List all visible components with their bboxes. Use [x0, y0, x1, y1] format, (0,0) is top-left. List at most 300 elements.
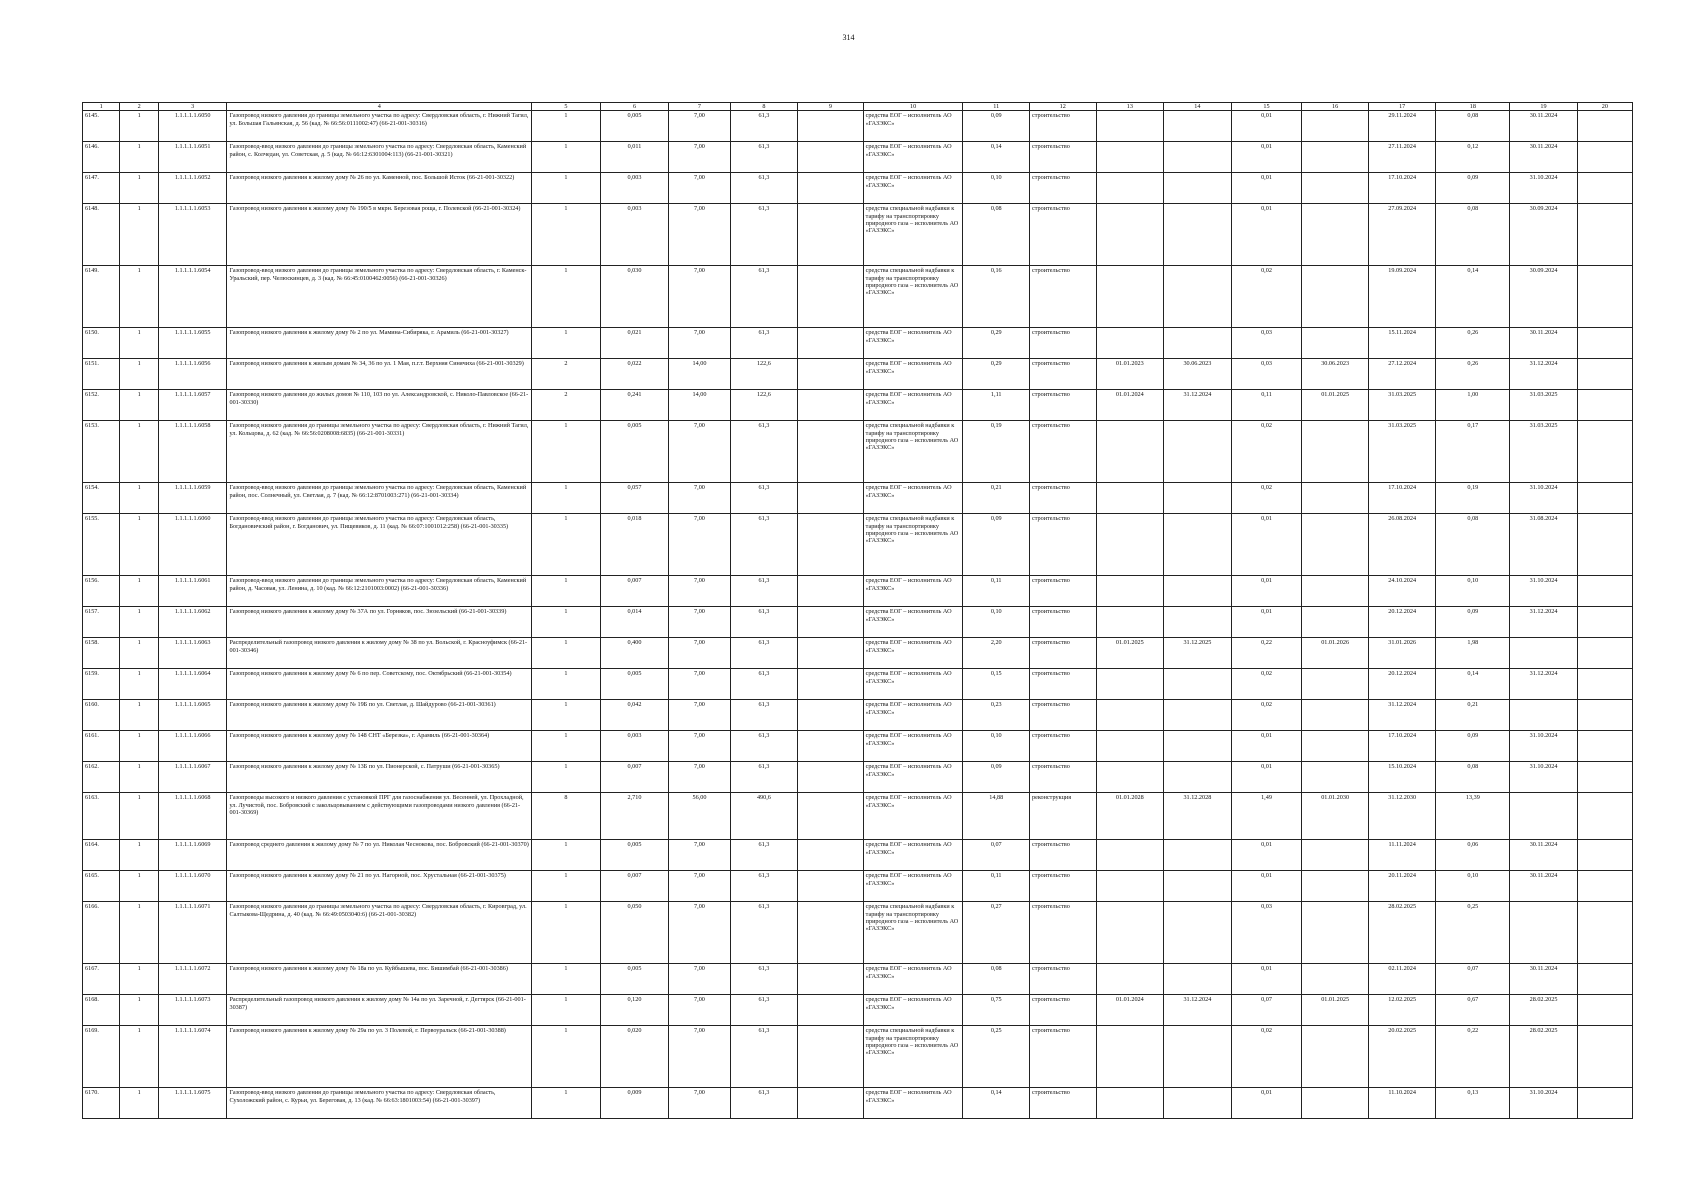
cell-col-2: 1 — [120, 871, 158, 902]
cell-code: 1.1.1.1.1.6050 — [158, 111, 227, 142]
cell-start-date — [1096, 762, 1164, 793]
cell-commission-date: 31.03.2025 — [1368, 390, 1436, 421]
cell-cost: 0,08 — [963, 204, 1030, 266]
cell-end-date — [1164, 204, 1232, 266]
cell-row-number: 6156. — [83, 576, 120, 607]
cell-start-date — [1096, 204, 1164, 266]
cell-col-19 — [1510, 700, 1578, 731]
cell-col-20 — [1577, 1088, 1632, 1119]
cell-col-16 — [1302, 700, 1369, 731]
column-header: 16 — [1302, 103, 1369, 111]
cell-length: 0,007 — [600, 871, 669, 902]
column-header: 1 — [83, 103, 120, 111]
cell-object-name: Распределительный газопровод низкого давления к жилому дому № 14а по ул. Заречной, г. Дегтярск (66-21-001-30387) — [227, 995, 532, 1026]
table-row — [83, 359, 1633, 390]
cell-work-type: строительство — [1030, 669, 1097, 700]
cell-cost: 0,11 — [963, 871, 1030, 902]
column-header: 6 — [600, 103, 669, 111]
cell-col-15: 0,01 — [1231, 111, 1302, 142]
column-header: 13 — [1096, 103, 1164, 111]
cell-end-date — [1164, 1026, 1232, 1088]
cell-col-18: 0,08 — [1436, 111, 1510, 142]
cell-work-type: строительство — [1030, 902, 1097, 964]
cell-col-2: 1 — [120, 840, 158, 871]
table-row — [83, 266, 1633, 328]
cell-code: 1.1.1.1.1.6069 — [158, 840, 227, 871]
cell-col-2: 1 — [120, 902, 158, 964]
cell-col-9 — [798, 762, 863, 793]
cell-length: 0,003 — [600, 731, 669, 762]
cell-col-8: 61,3 — [730, 483, 798, 514]
cell-col-16 — [1302, 840, 1369, 871]
cell-col-19: 31.03.2025 — [1510, 421, 1578, 483]
cell-col-16: 01.01.2025 — [1302, 390, 1369, 421]
cell-col-16 — [1302, 576, 1369, 607]
cell-row-number: 6155. — [83, 514, 120, 576]
cell-commission-date: 31.12.2030 — [1368, 793, 1436, 840]
cell-length: 0,120 — [600, 995, 669, 1026]
cell-object-name: Газопровод-ввод низкого давления до границы земельного участка по адресу: Свердловская область, Каменский район, д. Часовая, ул. Ленина, д. 10 (кад. № 66:12:2101003:0002) (66-21-001-30336) — [227, 576, 532, 607]
cell-work-type: строительство — [1030, 871, 1097, 902]
cell-col-20 — [1577, 607, 1632, 638]
cell-funding-source: средства ЕОГ – исполнитель АО «ГАЗЭКС» — [863, 840, 963, 871]
cell-length: 0,003 — [600, 173, 669, 204]
cell-start-date — [1096, 514, 1164, 576]
cell-col-7: 7,00 — [669, 964, 730, 995]
cell-col-5: 1 — [532, 142, 601, 173]
cell-col-18: 0,08 — [1436, 762, 1510, 793]
cell-end-date — [1164, 576, 1232, 607]
cell-col-8: 61,3 — [730, 607, 798, 638]
cell-cost: 0,10 — [963, 607, 1030, 638]
cell-col-20 — [1577, 359, 1632, 390]
cell-funding-source: средства ЕОГ – исполнитель АО «ГАЗЭКС» — [863, 328, 963, 359]
cell-end-date — [1164, 111, 1232, 142]
cell-start-date — [1096, 902, 1164, 964]
cell-start-date — [1096, 607, 1164, 638]
cell-object-name: Газопровод низкого давления к жилому дому № 19Б по ул. Светлая, д. Шайдурово (66-21-001-30361) — [227, 700, 532, 731]
cell-col-7: 56,00 — [669, 793, 730, 840]
cell-code: 1.1.1.1.1.6053 — [158, 204, 227, 266]
cell-object-name: Газопровод низкого давления до границы земельного участка по адресу: Свердловская область, г. Нижний Тагил, ул. Кольцова, д. 62 (кад. № 66:56:0208008:6835) (66-21-001-30331) — [227, 421, 532, 483]
cell-col-15: 0,02 — [1231, 1026, 1302, 1088]
cell-end-date — [1164, 871, 1232, 902]
table-row — [83, 762, 1633, 793]
cell-funding-source: средства ЕОГ – исполнитель АО «ГАЗЭКС» — [863, 483, 963, 514]
cell-code: 1.1.1.1.1.6057 — [158, 390, 227, 421]
cell-col-5: 1 — [532, 576, 601, 607]
cell-commission-date: 11.11.2024 — [1368, 840, 1436, 871]
cell-end-date — [1164, 328, 1232, 359]
cell-col-16 — [1302, 762, 1369, 793]
cell-end-date: 31.12.2024 — [1164, 390, 1232, 421]
cell-col-5: 1 — [532, 964, 601, 995]
cell-col-20 — [1577, 793, 1632, 840]
cell-col-20 — [1577, 1026, 1632, 1088]
cell-object-name: Газопровод среднего давления к жилому дому № 7 по ул. Николая Чеснокова, пос. Бобровский (66-21-001-30370) — [227, 840, 532, 871]
cell-col-8: 61,3 — [730, 1088, 798, 1119]
cell-length: 0,020 — [600, 1026, 669, 1088]
cell-cost: 0,15 — [963, 669, 1030, 700]
cell-code: 1.1.1.1.1.6054 — [158, 266, 227, 328]
cell-col-2: 1 — [120, 700, 158, 731]
cell-length: 0,007 — [600, 576, 669, 607]
cell-row-number: 6157. — [83, 607, 120, 638]
column-header: 10 — [863, 103, 963, 111]
cell-col-15: 0,01 — [1231, 964, 1302, 995]
cell-col-2: 1 — [120, 576, 158, 607]
table-row — [83, 514, 1633, 576]
cell-col-5: 1 — [532, 1088, 601, 1119]
cell-object-name: Газопровод низкого давления к жилому дому № 2 по ул. Мамина-Сибиряка, г. Арамиль (66-21-001-30327) — [227, 328, 532, 359]
cell-col-20 — [1577, 995, 1632, 1026]
cell-col-16 — [1302, 669, 1369, 700]
cell-col-7: 7,00 — [669, 514, 730, 576]
cell-col-19: 31.12.2024 — [1510, 669, 1578, 700]
table-header-row — [83, 103, 1633, 111]
table-row — [83, 328, 1633, 359]
cell-row-number: 6163. — [83, 793, 120, 840]
cell-funding-source: средства ЕОГ – исполнитель АО «ГАЗЭКС» — [863, 359, 963, 390]
cell-funding-source: средства ЕОГ – исполнитель АО «ГАЗЭКС» — [863, 700, 963, 731]
cell-col-7: 7,00 — [669, 762, 730, 793]
cell-object-name: Газопровод низкого давления к жилым домам № 34, 36 по ул. 1 Мая, п.г.т. Верхняя Синячиха (66-21-001-30329) — [227, 359, 532, 390]
cell-col-7: 7,00 — [669, 840, 730, 871]
cell-col-8: 61,3 — [730, 871, 798, 902]
cell-funding-source: средства специальной надбавки к тарифу на транспортировку природного газа – исполнитель АО «ГАЗЭКС» — [863, 421, 963, 483]
table-row — [83, 871, 1633, 902]
cell-commission-date: 19.09.2024 — [1368, 266, 1436, 328]
cell-col-5: 1 — [532, 204, 601, 266]
cell-col-15: 0,01 — [1231, 840, 1302, 871]
cell-col-20 — [1577, 731, 1632, 762]
cell-end-date: 31.12.2024 — [1164, 995, 1232, 1026]
cell-commission-date: 29.11.2024 — [1368, 111, 1436, 142]
cell-code: 1.1.1.1.1.6064 — [158, 669, 227, 700]
cell-commission-date: 20.12.2024 — [1368, 607, 1436, 638]
cell-object-name: Газопровод низкого давления к жилому дому № 29а по ул. 3 Полевой, г. Первоуральск (66-21-001-30388) — [227, 1026, 532, 1088]
cell-funding-source: средства специальной надбавки к тарифу на транспортировку природного газа – исполнитель АО «ГАЗЭКС» — [863, 204, 963, 266]
cell-col-20 — [1577, 142, 1632, 173]
cell-commission-date: 31.01.2026 — [1368, 638, 1436, 669]
cell-funding-source: средства специальной надбавки к тарифу на транспортировку природного газа – исполнитель АО «ГАЗЭКС» — [863, 902, 963, 964]
cell-col-19: 31.10.2024 — [1510, 762, 1578, 793]
cell-start-date — [1096, 731, 1164, 762]
cell-col-8: 61,3 — [730, 964, 798, 995]
cell-work-type: строительство — [1030, 359, 1097, 390]
cell-col-16: 01.01.2025 — [1302, 995, 1369, 1026]
cell-code: 1.1.1.1.1.6061 — [158, 576, 227, 607]
cell-col-16 — [1302, 111, 1369, 142]
cell-col-19: 30.09.2024 — [1510, 266, 1578, 328]
table-row — [83, 793, 1633, 840]
cell-row-number: 6160. — [83, 700, 120, 731]
cell-object-name: Распределительный газопровод низкого давления к жилому дому № 38 по ул. Вольской, г. Красноуфимск (66-21-001-30346) — [227, 638, 532, 669]
cell-work-type: строительство — [1030, 638, 1097, 669]
cell-funding-source: средства ЕОГ – исполнитель АО «ГАЗЭКС» — [863, 871, 963, 902]
cell-funding-source: средства ЕОГ – исполнитель АО «ГАЗЭКС» — [863, 390, 963, 421]
cell-funding-source: средства ЕОГ – исполнитель АО «ГАЗЭКС» — [863, 111, 963, 142]
cell-col-8: 61,3 — [730, 669, 798, 700]
cell-end-date — [1164, 1088, 1232, 1119]
cell-start-date — [1096, 483, 1164, 514]
cell-start-date — [1096, 266, 1164, 328]
cell-col-18: 0,13 — [1436, 1088, 1510, 1119]
cell-work-type: строительство — [1030, 204, 1097, 266]
cell-col-8: 61,3 — [730, 995, 798, 1026]
cell-row-number: 6154. — [83, 483, 120, 514]
cell-col-7: 7,00 — [669, 902, 730, 964]
cell-work-type: строительство — [1030, 1026, 1097, 1088]
cell-cost: 0,27 — [963, 902, 1030, 964]
cell-row-number: 6165. — [83, 871, 120, 902]
cell-col-20 — [1577, 700, 1632, 731]
cell-col-9 — [798, 871, 863, 902]
cell-col-2: 1 — [120, 638, 158, 669]
cell-object-name: Газопровод-ввод низкого давления до границы земельного участка по адресу: Свердловская область, г. Каменск-Уральский, пер. Челюскинцев, д. 3 (кад. № 66:45:0100462:0056) (66-21-001-30326) — [227, 266, 532, 328]
cell-work-type: строительство — [1030, 995, 1097, 1026]
cell-code: 1.1.1.1.1.6060 — [158, 514, 227, 576]
cell-col-2: 1 — [120, 390, 158, 421]
cell-start-date — [1096, 173, 1164, 204]
cell-code: 1.1.1.1.1.6055 — [158, 328, 227, 359]
cell-commission-date: 17.10.2024 — [1368, 173, 1436, 204]
cell-commission-date: 02.11.2024 — [1368, 964, 1436, 995]
cell-col-5: 1 — [532, 421, 601, 483]
cell-col-18: 0,09 — [1436, 607, 1510, 638]
cell-col-8: 122,6 — [730, 390, 798, 421]
cell-col-20 — [1577, 390, 1632, 421]
cell-col-8: 61,3 — [730, 762, 798, 793]
cell-object-name: Газопровод низкого давления к жилому дому № 13Б по ул. Пионерской, с. Патруши (66-21-001-30365) — [227, 762, 532, 793]
cell-col-20 — [1577, 514, 1632, 576]
cell-object-name: Газопровод низкого давления к жилому дому № 37А по ул. Горняков, пос. Зюзельский (66-21-001-30339) — [227, 607, 532, 638]
column-header: 4 — [227, 103, 532, 111]
cell-col-15: 0,01 — [1231, 576, 1302, 607]
cell-code: 1.1.1.1.1.6071 — [158, 902, 227, 964]
cell-work-type: строительство — [1030, 964, 1097, 995]
cell-code: 1.1.1.1.1.6075 — [158, 1088, 227, 1119]
cell-col-16 — [1302, 731, 1369, 762]
cell-funding-source: средства ЕОГ – исполнитель АО «ГАЗЭКС» — [863, 995, 963, 1026]
cell-row-number: 6170. — [83, 1088, 120, 1119]
cell-col-8: 61,3 — [730, 731, 798, 762]
cell-col-9 — [798, 669, 863, 700]
cell-col-2: 1 — [120, 173, 158, 204]
cell-col-7: 7,00 — [669, 266, 730, 328]
cell-col-2: 1 — [120, 1026, 158, 1088]
cell-col-7: 7,00 — [669, 731, 730, 762]
cell-col-16 — [1302, 902, 1369, 964]
cell-col-7: 14,00 — [669, 390, 730, 421]
cell-length: 2,710 — [600, 793, 669, 840]
cell-code: 1.1.1.1.1.6073 — [158, 995, 227, 1026]
cell-commission-date: 15.11.2024 — [1368, 328, 1436, 359]
cell-row-number: 6167. — [83, 964, 120, 995]
cell-col-15: 0,03 — [1231, 328, 1302, 359]
cell-col-20 — [1577, 638, 1632, 669]
cell-commission-date: 24.10.2024 — [1368, 576, 1436, 607]
cell-row-number: 6161. — [83, 731, 120, 762]
cell-work-type: строительство — [1030, 328, 1097, 359]
cell-col-19: 31.10.2024 — [1510, 483, 1578, 514]
cell-col-19: 31.10.2024 — [1510, 1088, 1578, 1119]
cell-row-number: 6166. — [83, 902, 120, 964]
cell-col-9 — [798, 204, 863, 266]
cell-row-number: 6162. — [83, 762, 120, 793]
cell-col-7: 7,00 — [669, 483, 730, 514]
cell-code: 1.1.1.1.1.6058 — [158, 421, 227, 483]
cell-col-19: 31.12.2024 — [1510, 607, 1578, 638]
cell-col-8: 61,3 — [730, 204, 798, 266]
cell-end-date: 31.12.2025 — [1164, 638, 1232, 669]
cell-col-9 — [798, 700, 863, 731]
cell-col-7: 7,00 — [669, 111, 730, 142]
cell-cost: 0,07 — [963, 840, 1030, 871]
cell-object-name: Газопровод низкого давления к жилому дому № 190/5 в мкрн. Березовая роща, г. Полевской (66-21-001-30324) — [227, 204, 532, 266]
cell-col-18: 0,17 — [1436, 421, 1510, 483]
cell-col-5: 1 — [532, 871, 601, 902]
column-header: 20 — [1577, 103, 1632, 111]
cell-commission-date: 17.10.2024 — [1368, 731, 1436, 762]
cell-col-15: 0,01 — [1231, 607, 1302, 638]
cell-col-20 — [1577, 483, 1632, 514]
cell-col-16 — [1302, 328, 1369, 359]
cell-col-20 — [1577, 902, 1632, 964]
cell-cost: 0,23 — [963, 700, 1030, 731]
cell-col-18: 0,07 — [1436, 964, 1510, 995]
cell-col-18: 0,26 — [1436, 328, 1510, 359]
cell-funding-source: средства ЕОГ – исполнитель АО «ГАЗЭКС» — [863, 964, 963, 995]
cell-col-2: 1 — [120, 793, 158, 840]
cell-col-18: 0,09 — [1436, 731, 1510, 762]
cell-col-2: 1 — [120, 421, 158, 483]
cell-col-2: 1 — [120, 359, 158, 390]
cell-col-19: 30.11.2024 — [1510, 328, 1578, 359]
table-row — [83, 576, 1633, 607]
cell-work-type: строительство — [1030, 266, 1097, 328]
cell-col-8: 61,3 — [730, 514, 798, 576]
cell-col-20 — [1577, 576, 1632, 607]
column-header: 3 — [158, 103, 227, 111]
table-row — [83, 731, 1633, 762]
cell-col-9 — [798, 1088, 863, 1119]
cell-end-date: 31.12.2028 — [1164, 793, 1232, 840]
cell-col-5: 1 — [532, 514, 601, 576]
cell-work-type: строительство — [1030, 762, 1097, 793]
cell-start-date: 01.01.2023 — [1096, 359, 1164, 390]
cell-col-18: 1,00 — [1436, 390, 1510, 421]
cell-object-name: Газопровод низкого давления к жилому дому № 18а по ул. Куйбышева, пос. Бишимбай (66-21-001-30386) — [227, 964, 532, 995]
cell-col-5: 1 — [532, 483, 601, 514]
cell-end-date — [1164, 964, 1232, 995]
cell-work-type: строительство — [1030, 1088, 1097, 1119]
cell-code: 1.1.1.1.1.6074 — [158, 1026, 227, 1088]
cell-end-date — [1164, 142, 1232, 173]
cell-work-type: строительство — [1030, 421, 1097, 483]
cell-funding-source: средства ЕОГ – исполнитель АО «ГАЗЭКС» — [863, 669, 963, 700]
cell-commission-date: 12.02.2025 — [1368, 995, 1436, 1026]
cell-start-date — [1096, 328, 1164, 359]
cell-col-8: 490,6 — [730, 793, 798, 840]
cell-row-number: 6164. — [83, 840, 120, 871]
cell-col-8: 61,3 — [730, 173, 798, 204]
cell-col-9 — [798, 607, 863, 638]
cell-funding-source: средства ЕОГ – исполнитель АО «ГАЗЭКС» — [863, 638, 963, 669]
cell-col-2: 1 — [120, 669, 158, 700]
cell-col-2: 1 — [120, 483, 158, 514]
cell-start-date — [1096, 669, 1164, 700]
cell-col-15: 0,07 — [1231, 995, 1302, 1026]
cell-cost: 2,20 — [963, 638, 1030, 669]
column-header: 5 — [532, 103, 601, 111]
cell-funding-source: средства ЕОГ – исполнитель АО «ГАЗЭКС» — [863, 762, 963, 793]
cell-row-number: 6145. — [83, 111, 120, 142]
cell-cost: 0,09 — [963, 762, 1030, 793]
cell-col-5: 1 — [532, 111, 601, 142]
cell-col-15: 0,01 — [1231, 204, 1302, 266]
cell-col-15: 0,01 — [1231, 173, 1302, 204]
cell-commission-date: 17.10.2024 — [1368, 483, 1436, 514]
cell-commission-date: 27.11.2024 — [1368, 142, 1436, 173]
cell-end-date — [1164, 173, 1232, 204]
cell-col-5: 2 — [532, 359, 601, 390]
cell-cost: 0,29 — [963, 359, 1030, 390]
cell-row-number: 6146. — [83, 142, 120, 173]
cell-col-8: 61,3 — [730, 142, 798, 173]
cell-col-9 — [798, 390, 863, 421]
cell-col-9 — [798, 964, 863, 995]
cell-col-5: 1 — [532, 266, 601, 328]
cell-row-number: 6149. — [83, 266, 120, 328]
cell-code: 1.1.1.1.1.6072 — [158, 964, 227, 995]
cell-col-18: 0,12 — [1436, 142, 1510, 173]
cell-object-name: Газопровод-ввод низкого давления до границы земельного участка по адресу: Свердловская область, Сухоложский район, с. Курьи, ул. Береговая, д. 13 (кад. № 66:63:1801003:54) (66-21-001-30397) — [227, 1088, 532, 1119]
cell-end-date — [1164, 421, 1232, 483]
cell-cost: 0,09 — [963, 514, 1030, 576]
cell-col-15: 0,03 — [1231, 902, 1302, 964]
cell-work-type: строительство — [1030, 576, 1097, 607]
cell-length: 0,057 — [600, 483, 669, 514]
cell-col-20 — [1577, 669, 1632, 700]
cell-commission-date: 20.12.2024 — [1368, 669, 1436, 700]
cell-code: 1.1.1.1.1.6070 — [158, 871, 227, 902]
cell-commission-date: 20.11.2024 — [1368, 871, 1436, 902]
cell-cost: 0,19 — [963, 421, 1030, 483]
cell-col-9 — [798, 421, 863, 483]
cell-col-7: 7,00 — [669, 871, 730, 902]
cell-work-type: строительство — [1030, 173, 1097, 204]
table-row — [83, 607, 1633, 638]
cell-length: 0,007 — [600, 762, 669, 793]
cell-col-18: 0,06 — [1436, 840, 1510, 871]
cell-length: 0,022 — [600, 359, 669, 390]
cell-col-18: 0,22 — [1436, 1026, 1510, 1088]
cell-col-5: 8 — [532, 793, 601, 840]
cell-funding-source: средства ЕОГ – исполнитель АО «ГАЗЭКС» — [863, 731, 963, 762]
cell-col-8: 61,3 — [730, 1026, 798, 1088]
cell-col-15: 0,02 — [1231, 421, 1302, 483]
cell-funding-source: средства ЕОГ – исполнитель АО «ГАЗЭКС» — [863, 142, 963, 173]
cell-col-15: 0,01 — [1231, 731, 1302, 762]
cell-row-number: 6151. — [83, 359, 120, 390]
cell-cost: 0,16 — [963, 266, 1030, 328]
cell-col-5: 1 — [532, 173, 601, 204]
cell-end-date — [1164, 840, 1232, 871]
cell-col-7: 7,00 — [669, 995, 730, 1026]
column-header: 9 — [798, 103, 863, 111]
cell-col-15: 0,01 — [1231, 762, 1302, 793]
